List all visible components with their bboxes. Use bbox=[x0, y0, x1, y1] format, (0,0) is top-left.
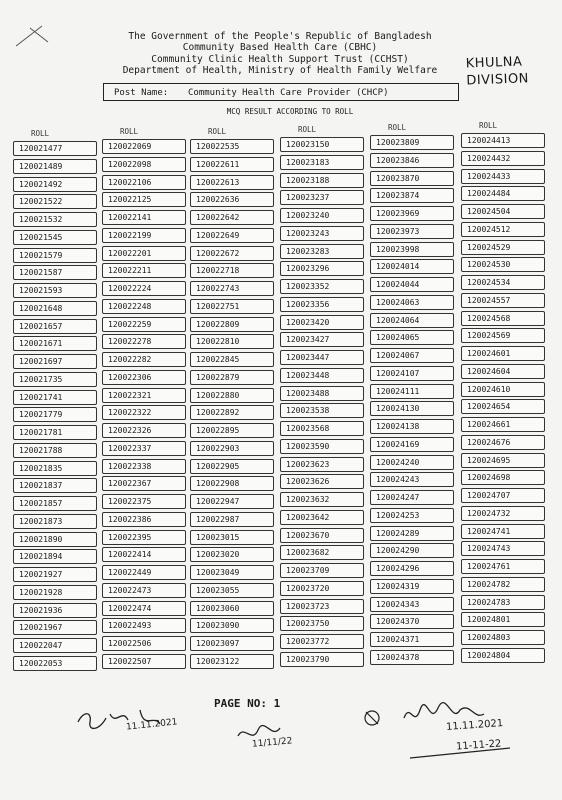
roll-cell: 120022987 bbox=[190, 512, 274, 527]
roll-cell: 120022908 bbox=[190, 476, 274, 491]
roll-cell: 120024761 bbox=[461, 559, 545, 574]
roll-cell: 120024290 bbox=[370, 543, 454, 558]
signature-4-date-1: 11.11.2021 bbox=[445, 718, 504, 733]
roll-cell: 120021477 bbox=[13, 141, 97, 156]
column-header-roll: ROLL bbox=[208, 127, 227, 136]
roll-cell: 120022751 bbox=[190, 299, 274, 314]
division-line-2: DIVISION bbox=[466, 71, 530, 89]
roll-cell: 120022636 bbox=[190, 192, 274, 207]
roll-cell: 120021781 bbox=[13, 425, 97, 440]
roll-cell: 120022278 bbox=[102, 334, 186, 349]
roll-cell: 120021579 bbox=[13, 248, 97, 263]
roll-cell: 120021671 bbox=[13, 336, 97, 351]
roll-cell: 120024289 bbox=[370, 526, 454, 541]
roll-cell: 120023642 bbox=[280, 510, 364, 525]
roll-cell: 120024296 bbox=[370, 561, 454, 576]
roll-cell: 120023682 bbox=[280, 545, 364, 560]
roll-cell: 120024343 bbox=[370, 597, 454, 612]
roll-cell: 120022473 bbox=[102, 583, 186, 598]
roll-cell: 120021545 bbox=[13, 230, 97, 245]
column-header-roll: ROLL bbox=[31, 129, 50, 138]
roll-cell: 120022507 bbox=[102, 654, 186, 669]
roll-cell: 120024801 bbox=[461, 612, 545, 627]
roll-cell: 120024432 bbox=[461, 151, 545, 166]
roll-cell: 120021593 bbox=[13, 283, 97, 298]
roll-cell: 120022718 bbox=[190, 263, 274, 278]
header-line-1: The Government of the People's Republic of Bangladesh bbox=[128, 31, 432, 42]
roll-cell: 120022338 bbox=[102, 459, 186, 474]
roll-cell: 120022337 bbox=[102, 441, 186, 456]
signature-4-date-2: 11-11-22 bbox=[455, 738, 502, 753]
roll-cell: 120021587 bbox=[13, 265, 97, 280]
signature-2 bbox=[232, 720, 322, 750]
roll-cell: 120023626 bbox=[280, 474, 364, 489]
roll-cell: 120022047 bbox=[13, 638, 97, 653]
roll-cell: 120022903 bbox=[190, 441, 274, 456]
roll-cell: 120024370 bbox=[370, 614, 454, 629]
header-line-4: Department of Health, Ministry of Health Family Welfare bbox=[122, 65, 438, 76]
roll-cell: 120023809 bbox=[370, 135, 454, 150]
roll-cell: 120024604 bbox=[461, 364, 545, 379]
roll-cell: 120023448 bbox=[280, 368, 364, 383]
roll-cell: 120021788 bbox=[13, 443, 97, 458]
roll-cell: 120022611 bbox=[190, 157, 274, 172]
roll-cell: 120024557 bbox=[461, 293, 545, 308]
roll-cell: 120024067 bbox=[370, 348, 454, 363]
roll-cell: 120022248 bbox=[102, 299, 186, 314]
roll-cell: 120021928 bbox=[13, 585, 97, 600]
roll-cell: 120024243 bbox=[370, 472, 454, 487]
signature-1 bbox=[70, 700, 190, 740]
roll-cell: 120024698 bbox=[461, 470, 545, 485]
roll-cell: 120022879 bbox=[190, 370, 274, 385]
roll-cell: 120022367 bbox=[102, 476, 186, 491]
roll-cell: 120022892 bbox=[190, 405, 274, 420]
roll-cell: 120023632 bbox=[280, 492, 364, 507]
roll-cell: 120021522 bbox=[13, 194, 97, 209]
roll-cell: 120023973 bbox=[370, 224, 454, 239]
roll-cell: 120024601 bbox=[461, 346, 545, 361]
roll-cell: 120023097 bbox=[190, 636, 274, 651]
roll-cell: 120022224 bbox=[102, 281, 186, 296]
column-header-roll: ROLL bbox=[298, 125, 317, 134]
roll-cell: 120022321 bbox=[102, 388, 186, 403]
roll-cell: 120022414 bbox=[102, 547, 186, 562]
roll-cell: 120024253 bbox=[370, 508, 454, 523]
post-name-box bbox=[103, 83, 459, 101]
roll-cell: 120022506 bbox=[102, 636, 186, 651]
roll-cell: 120023049 bbox=[190, 565, 274, 580]
roll-cell: 120021648 bbox=[13, 301, 97, 316]
roll-cell: 120022069 bbox=[102, 139, 186, 154]
roll-cell: 120023790 bbox=[280, 652, 364, 667]
signature-2-date: 11/11/22 bbox=[251, 736, 293, 750]
signature-1-date: 11.11.2021 bbox=[125, 717, 178, 733]
roll-cell: 120024568 bbox=[461, 311, 545, 326]
roll-cell: 120024413 bbox=[461, 133, 545, 148]
roll-cell: 120021890 bbox=[13, 532, 97, 547]
roll-cell: 120023183 bbox=[280, 155, 364, 170]
roll-cell: 120023590 bbox=[280, 439, 364, 454]
roll-cell: 120022905 bbox=[190, 459, 274, 474]
roll-cell: 120024378 bbox=[370, 650, 454, 665]
roll-cell: 120022947 bbox=[190, 494, 274, 509]
roll-cell: 120024065 bbox=[370, 330, 454, 345]
roll-cell: 120022395 bbox=[102, 530, 186, 545]
roll-cell: 120023296 bbox=[280, 261, 364, 276]
roll-cell: 120022053 bbox=[13, 656, 97, 671]
roll-cell: 120023720 bbox=[280, 581, 364, 596]
roll-cell: 120023447 bbox=[280, 350, 364, 365]
header-line-2: Community Based Health Care (CBHC) bbox=[182, 42, 378, 53]
roll-cell: 120022474 bbox=[102, 601, 186, 616]
roll-cell: 120023122 bbox=[190, 654, 274, 669]
roll-cell: 120024661 bbox=[461, 417, 545, 432]
roll-cell: 120024044 bbox=[370, 277, 454, 292]
roll-cell: 120022642 bbox=[190, 210, 274, 225]
roll-cell: 120022282 bbox=[102, 352, 186, 367]
roll-cell: 120024130 bbox=[370, 401, 454, 416]
roll-cell: 120024610 bbox=[461, 382, 545, 397]
roll-cell: 120024512 bbox=[461, 222, 545, 237]
roll-cell: 120024695 bbox=[461, 453, 545, 468]
roll-cell: 120021741 bbox=[13, 390, 97, 405]
roll-cell: 120021657 bbox=[13, 319, 97, 334]
roll-cell: 120023015 bbox=[190, 530, 274, 545]
roll-cell: 120024732 bbox=[461, 506, 545, 521]
roll-cell: 120024676 bbox=[461, 435, 545, 450]
roll-cell: 120022106 bbox=[102, 175, 186, 190]
roll-cell: 120024782 bbox=[461, 577, 545, 592]
roll-cell: 120021779 bbox=[13, 407, 97, 422]
roll-cell: 120021936 bbox=[13, 603, 97, 618]
roll-cell: 120023772 bbox=[280, 634, 364, 649]
roll-cell: 120022386 bbox=[102, 512, 186, 527]
roll-cell: 120021492 bbox=[13, 177, 97, 192]
roll-cell: 120024529 bbox=[461, 240, 545, 255]
roll-cell: 120022306 bbox=[102, 370, 186, 385]
roll-cell: 120024484 bbox=[461, 186, 545, 201]
roll-cell: 120024240 bbox=[370, 455, 454, 470]
roll-cell: 120024063 bbox=[370, 295, 454, 310]
roll-cell: 120023538 bbox=[280, 403, 364, 418]
roll-cell: 120024111 bbox=[370, 384, 454, 399]
roll-cell: 120023150 bbox=[280, 137, 364, 152]
roll-cell: 120022649 bbox=[190, 228, 274, 243]
roll-cell: 120023427 bbox=[280, 332, 364, 347]
roll-cell: 120024803 bbox=[461, 630, 545, 645]
roll-cell: 120022493 bbox=[102, 618, 186, 633]
roll-cell: 120022535 bbox=[190, 139, 274, 154]
roll-cell: 120022810 bbox=[190, 334, 274, 349]
roll-cell: 120021837 bbox=[13, 478, 97, 493]
post-name-value: Community Health Care Provider (CHCP) bbox=[188, 88, 389, 98]
column-header-roll: ROLL bbox=[388, 123, 407, 132]
roll-cell: 120023188 bbox=[280, 173, 364, 188]
roll-cell: 120024247 bbox=[370, 490, 454, 505]
roll-cell: 120024707 bbox=[461, 488, 545, 503]
roll-cell: 120022809 bbox=[190, 317, 274, 332]
roll-cell: 120022672 bbox=[190, 246, 274, 261]
roll-cell: 120023420 bbox=[280, 315, 364, 330]
roll-cell: 120023055 bbox=[190, 583, 274, 598]
division-line-1: KHULNA bbox=[465, 54, 523, 72]
roll-cell: 120021735 bbox=[13, 372, 97, 387]
roll-cell: 120023969 bbox=[370, 206, 454, 221]
roll-cell: 120023750 bbox=[280, 616, 364, 631]
roll-cell: 120021927 bbox=[13, 567, 97, 582]
roll-cell: 120024804 bbox=[461, 648, 545, 663]
roll-cell: 120022326 bbox=[102, 423, 186, 438]
roll-cell: 120024569 bbox=[461, 328, 545, 343]
roll-cell: 120024138 bbox=[370, 419, 454, 434]
roll-cell: 120023240 bbox=[280, 208, 364, 223]
roll-cell: 120023243 bbox=[280, 226, 364, 241]
column-header-roll: ROLL bbox=[479, 121, 498, 130]
roll-cell: 120021835 bbox=[13, 461, 97, 476]
roll-cell: 120024654 bbox=[461, 399, 545, 414]
roll-cell: 120024530 bbox=[461, 257, 545, 272]
roll-cell: 120023709 bbox=[280, 563, 364, 578]
signature-4 bbox=[400, 698, 550, 768]
roll-cell: 120022098 bbox=[102, 157, 186, 172]
roll-cell: 120023352 bbox=[280, 279, 364, 294]
roll-cell: 120024169 bbox=[370, 437, 454, 452]
roll-cell: 120024504 bbox=[461, 204, 545, 219]
roll-cell: 120023237 bbox=[280, 190, 364, 205]
roll-cell: 120023846 bbox=[370, 153, 454, 168]
header-line-3: Community Clinic Health Support Trust (CCHST) bbox=[151, 54, 409, 65]
roll-cell: 120023723 bbox=[280, 599, 364, 614]
corner-scribble bbox=[12, 22, 52, 56]
roll-cell: 120024014 bbox=[370, 259, 454, 274]
roll-cell: 120023568 bbox=[280, 421, 364, 436]
roll-cell: 120024371 bbox=[370, 632, 454, 647]
roll-cell: 120023356 bbox=[280, 297, 364, 312]
roll-cell: 120024534 bbox=[461, 275, 545, 290]
roll-cell: 120023060 bbox=[190, 601, 274, 616]
roll-cell: 120022895 bbox=[190, 423, 274, 438]
page-number: PAGE NO: 1 bbox=[214, 697, 281, 710]
roll-cell: 120024783 bbox=[461, 595, 545, 610]
post-name-label: Post Name: bbox=[114, 88, 169, 98]
roll-cell: 120023090 bbox=[190, 618, 274, 633]
roll-cell: 120021857 bbox=[13, 496, 97, 511]
roll-cell: 120023020 bbox=[190, 547, 274, 562]
roll-cell: 120021894 bbox=[13, 549, 97, 564]
roll-cell: 120022199 bbox=[102, 228, 186, 243]
roll-cell: 120022743 bbox=[190, 281, 274, 296]
roll-cell: 120023623 bbox=[280, 457, 364, 472]
roll-cell: 120021532 bbox=[13, 212, 97, 227]
roll-cell: 120021967 bbox=[13, 620, 97, 635]
roll-cell: 120022449 bbox=[102, 565, 186, 580]
roll-cell: 120022880 bbox=[190, 388, 274, 403]
roll-cell: 120021697 bbox=[13, 354, 97, 369]
roll-cell: 120024741 bbox=[461, 524, 545, 539]
roll-cell: 120023488 bbox=[280, 386, 364, 401]
result-title: MCQ RESULT ACCORDING TO ROLL bbox=[226, 107, 354, 116]
roll-cell: 120023998 bbox=[370, 242, 454, 257]
roll-cell: 120024064 bbox=[370, 313, 454, 328]
roll-cell: 120024107 bbox=[370, 366, 454, 381]
roll-cell: 120022613 bbox=[190, 175, 274, 190]
roll-cell: 120021873 bbox=[13, 514, 97, 529]
roll-cell: 120024433 bbox=[461, 169, 545, 184]
roll-cell: 120023874 bbox=[370, 188, 454, 203]
division-handwritten bbox=[465, 53, 550, 90]
roll-cell: 120022201 bbox=[102, 246, 186, 261]
roll-cell: 120022845 bbox=[190, 352, 274, 367]
roll-cell: 120022322 bbox=[102, 405, 186, 420]
roll-cell: 120023283 bbox=[280, 244, 364, 259]
roll-cell: 120023670 bbox=[280, 528, 364, 543]
roll-cell: 120022141 bbox=[102, 210, 186, 225]
column-header-roll: ROLL bbox=[120, 127, 139, 136]
roll-cell: 120023870 bbox=[370, 171, 454, 186]
roll-cell: 120022259 bbox=[102, 317, 186, 332]
roll-cell: 120022375 bbox=[102, 494, 186, 509]
roll-cell: 120024743 bbox=[461, 541, 545, 556]
roll-cell: 120022125 bbox=[102, 192, 186, 207]
roll-cell: 120024319 bbox=[370, 579, 454, 594]
roll-cell: 120021489 bbox=[13, 159, 97, 174]
signature-3 bbox=[360, 706, 384, 730]
roll-cell: 120022211 bbox=[102, 263, 186, 278]
